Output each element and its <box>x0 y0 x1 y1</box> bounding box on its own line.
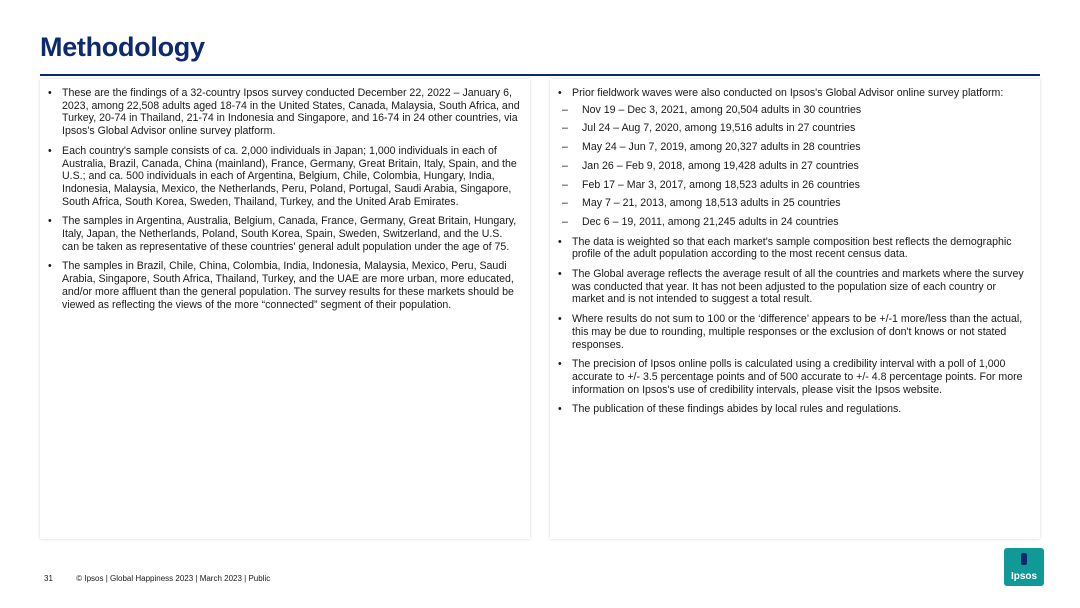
wave-item: – May 24 – Jun 7, 2019, among 20,327 adults in 28 countries <box>550 141 1030 154</box>
list-item <box>40 87 520 138</box>
bullet-text: • These are the findings of a 32-country Ipsos survey conducted December 22, 2022 – January 6, 2023, among 22,508 adults aged 18-74 in the United States, Canada, Malaysia, South Africa, and Turkey, 20-74 in Thailand, 21-74 in Indonesia and Singapore, and 16-74 in 24 other countries, via Ipsos's Global Advisor online survey platform. <box>62 87 520 138</box>
bullet-text: • The publication of these findings abides by local rules and regulations. <box>572 403 902 416</box>
bullet-text: • Each country's sample consists of ca. 2,000 individuals in Japan; 1,000 individuals in each of Australia, Brazil, Canada, China (mainland), France, Germany, Great Britain, Italy, Spain, and the U.S.; and ca. 500 individuals in each of Argentina, Belgium, Chile, Colombia, Hungary, India, Indonesia, Malaysia, Mexico, the Netherlands, Peru, Poland, Portugal, Saudi Arabia, Singapore, South Africa, South Korea, Sweden, Thailand, Turkey, and the United Arab Emirates. <box>62 144 517 208</box>
bullet-text: • Where results do not sum to 100 or the ‘difference’ appears to be +/-1 more/less than the actual, this may be due to rounding, multiple responses or the exclusion of don't knows or not stated responses. <box>572 313 1023 351</box>
list-item <box>550 358 1030 396</box>
footer <box>44 574 270 583</box>
logo-mark-icon <box>1021 553 1027 565</box>
ipsos-logo <box>1004 548 1044 586</box>
list-item <box>550 236 1030 261</box>
list-item <box>40 260 520 311</box>
list-item <box>40 215 520 253</box>
list-item <box>40 145 520 209</box>
wave-item: – May 7 – 21, 2013, among 18,513 adults in 25 countries <box>550 197 1030 210</box>
list-item <box>550 403 1030 416</box>
left-bullet-list <box>40 79 530 311</box>
page-number: 31 <box>44 574 53 583</box>
bullet-text: • The Global average reflects the average result of all the countries and markets where the survey was conducted that year. It has not been adjusted to the population size of each country or market and is not intended to suggest a total result. <box>572 268 1024 306</box>
wave-item: – Jul 24 – Aug 7, 2020, among 19,516 adults in 27 countries <box>550 122 1030 135</box>
title-divider <box>40 74 1040 76</box>
footer-text: © Ipsos | Global Happiness 2023 | March 2023 | Public <box>76 574 271 583</box>
logo-text: Ipsos <box>1010 571 1038 582</box>
right-bullet-list <box>550 79 1040 416</box>
right-panel <box>550 79 1040 539</box>
bullet-text: • The data is weighted so that each market's sample composition best reflects the demographic profile of the adult population according to the most recent census data. <box>572 235 1012 261</box>
wave-item: – Nov 19 – Dec 3, 2021, among 20,504 adults in 30 countries <box>550 104 1030 117</box>
bullet-text: • The samples in Argentina, Australia, Belgium, Canada, France, Germany, Great Britain, Hungary, Italy, Japan, the Netherlands, Poland, South Korea, Spain, Sweden, Switzerland, and the U.S. can be taken as representative of these countries' general adult population under the age of 75. <box>62 215 517 253</box>
wave-item: – Dec 6 – 19, 2011, among 21,245 adults in 24 countries <box>550 216 1030 229</box>
prior-waves-list <box>572 104 1030 229</box>
bullet-text: • The precision of Ipsos online polls is calculated using a credibility interval with a poll of 1,000 accurate to +/- 3.5 percentage points and of 500 accurate to +/- 4.8 percentage points. For more information on Ipsos's use of credibility intervals, please visit the Ipsos website. <box>572 358 1023 396</box>
wave-item: – Feb 17 – Mar 3, 2017, among 18,523 adults in 26 countries <box>550 179 1030 192</box>
bullet-text: • The samples in Brazil, Chile, China, Colombia, India, Indonesia, Malaysia, Mexico, Peru, Saudi Arabia, Singapore, South Africa, Thailand, Turkey, and the UAE are more urban, more educated, and/or more affluent than the general population. The survey results for these markets should be viewed as reflecting the views of the more “connected” segment of their population. <box>62 260 514 311</box>
list-item <box>550 313 1030 351</box>
left-panel <box>40 79 530 539</box>
page-title: Methodology <box>40 32 205 62</box>
list-item <box>550 87 1030 229</box>
list-item <box>550 268 1030 306</box>
prior-waves-intro: • Prior fieldwork waves were also conducted on Ipsos's Global Advisor online survey platform: <box>572 87 1004 99</box>
wave-item: – Jan 26 – Feb 9, 2018, among 19,428 adults in 27 countries <box>550 160 1030 173</box>
